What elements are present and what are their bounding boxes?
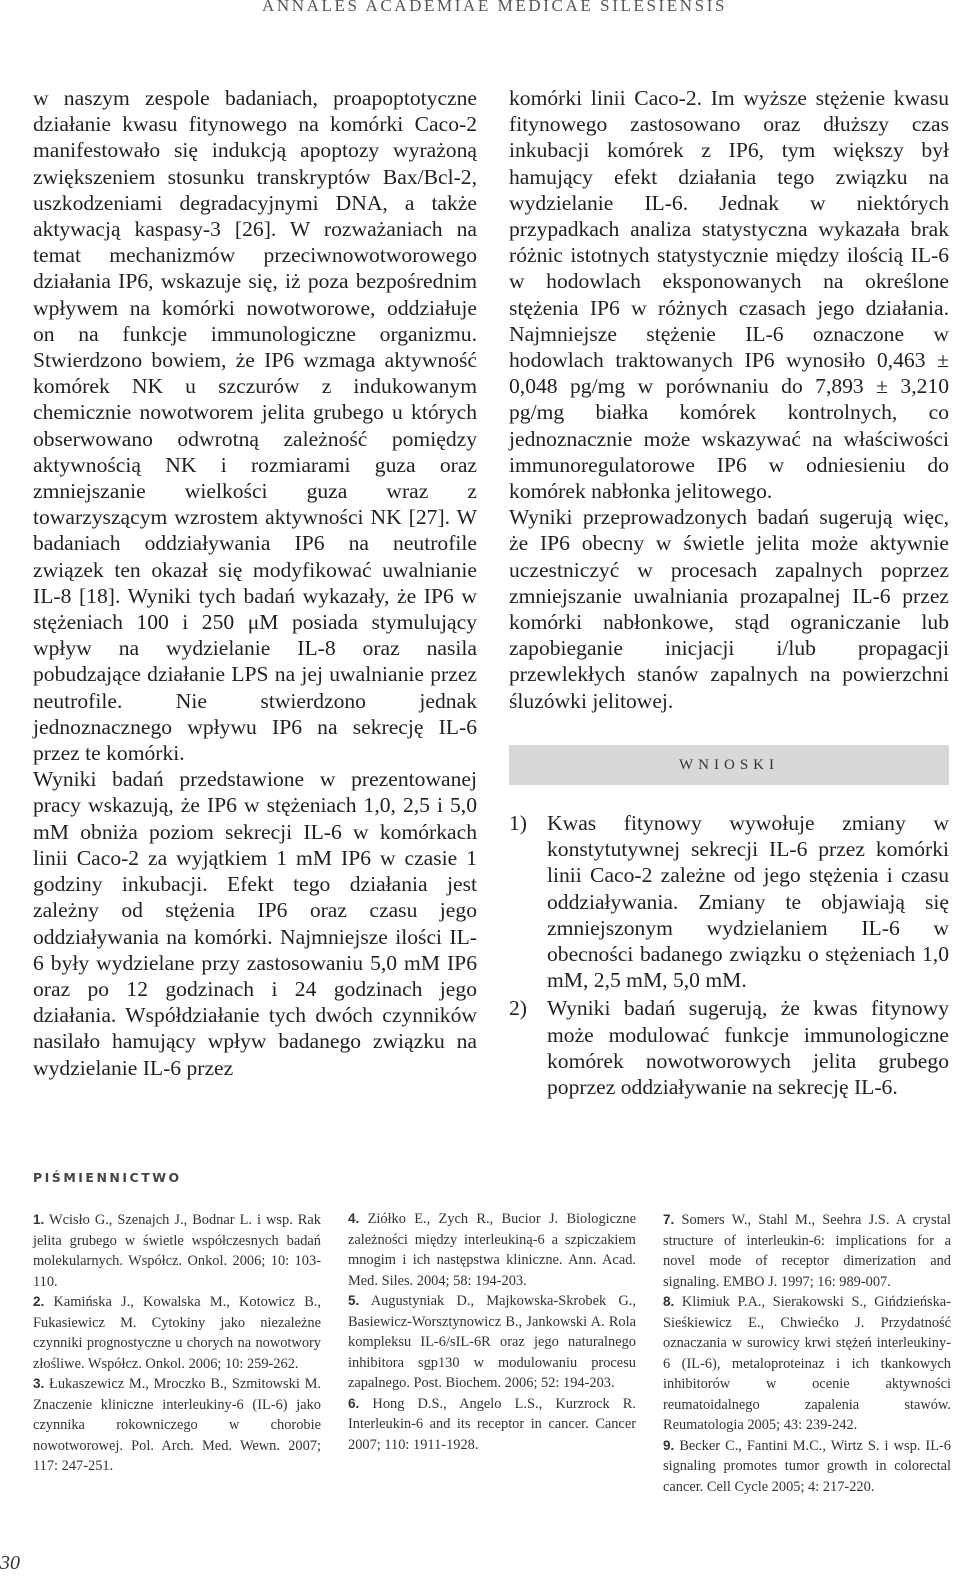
reference-number: 7.	[663, 1212, 675, 1227]
running-head	[0, 0, 960, 24]
conclusion-item	[509, 995, 949, 1100]
reference-item	[663, 1436, 951, 1498]
reference-number: 8.	[663, 1294, 675, 1309]
conclusions-heading-text: WNIOSKI	[679, 756, 779, 773]
right-paragraph-2: Wyniki przeprowadzonych badań sugerują więc, że IP6 obecny w świetle jelita może aktywnie uczestniczyć w procesach zapalnych poprzez zmniejszanie uwalniania prozapalnej IL-6 przez komórki nabłonkowe, stąd ograniczanie lub zapobieganie inicjacji i/lub propagacji przewlekłych stanów zapalnych na powierzchni śluzówki jelitowej.	[509, 505, 949, 713]
reference-number: 4.	[348, 1211, 360, 1226]
references-column-3	[663, 1210, 951, 1497]
conclusion-text: Kwas fitynowy wywołuje zmiany w konstytutywnej sekrecji IL-6 przez komórki linii Caco-2 zależne od jego stężenia i czasu oddziaływania. Zmiany te objawiają się zmniejszonym wydzielaniem IL-6 w obecności badanego związku o stężeniach 1,0 mM, 2,5 mM, 5,0 mM.	[547, 811, 949, 993]
reference-item	[33, 1292, 321, 1374]
reference-item	[348, 1394, 636, 1456]
page-number: 30	[0, 1552, 20, 1574]
journal-title: ANNALES ACADEMIAE MEDICAE SILESIENSIS	[262, 0, 728, 15]
left-paragraph-1: w naszym zespole badaniach, proapoptotyczne działanie kwasu fitynowego na komórki Caco-2 manifestowało się indukcją apoptozy wyrażoną zwiększeniem stosunku transkryptów Bax/Bcl-2, uszkodzeniami degradacyjnymi DNA, a także aktywacją kaspasy-3 [26]. W rozważaniach na temat mechanizmów przeciwnowotworowego działania IP6, wskazuje się, iż poza bezpośrednim wpływem na komórki nowotworowe, oddziałuje on na funkcje immunologiczne organizmu. Stwierdzono bowiem, że IP6 wzmaga aktywność komórek NK u szczurów z indukowanym chemicznie nowotworem jelita grubego u których obserwowano odwrotną zależność pomiędzy aktywnością NK i rozmiarami guza oraz zmniejszanie wielkości guza wraz z towarzyszącym wzrostem aktywności NK [27]. W badaniach oddziaływania IP6 na neutrofile związek ten okazał się modyfikować uwalnianie IL-8 [18]. Wyniki tych badań wykazały, że IP6 w stężeniach 100 i 250 μM posiada stymulujący wpływ na wydzielanie IL-8 oraz nasila pobudzające działanie LPS na jej uwalnianie przez neutrofile. Nie stwierdzono jednak jednoznacznego wpływu IP6 na sekrecję IL-6 przez te komórki.	[33, 86, 477, 766]
reference-item	[663, 1292, 951, 1436]
reference-item	[33, 1374, 321, 1477]
references-column-1	[33, 1210, 321, 1477]
references-column-2	[348, 1209, 636, 1455]
body-column-left	[33, 85, 477, 1081]
reference-text: Ziółko E., Zych R., Bucior J. Biologiczne zależności między interleukiną-6 a szpiczakiem mnogim i ich następstwa kliniczne. Ann. Acad. Med. Siles. 2004; 58: 194-203.	[348, 1211, 636, 1289]
reference-text: Łukaszewicz M., Mroczko B., Szmitowski M. Znaczenie kliniczne interleukiny-6 (IL-6) jako czynnika rokowniczego w chorobie nowotworowej. Pol. Arch. Med. Wewn. 2007; 117: 247-251.	[33, 1376, 321, 1474]
body-column-right	[509, 85, 949, 714]
reference-text: Becker C., Fantini M.C., Wirtz S. i wsp. IL-6 signaling promotes tumor growth in colorectal cancer. Cell Cycle 2005; 4: 217-220.	[663, 1437, 951, 1495]
reference-number: 5.	[348, 1293, 360, 1308]
conclusion-item	[509, 810, 949, 993]
conclusions-heading	[509, 745, 949, 785]
conclusions-list	[509, 810, 949, 1102]
left-paragraph-2: Wyniki badań przedstawione w prezentowanej pracy wskazują, że IP6 w stężeniach 1,0, 2,5 i 5,0 mM obniża poziom sekrecji IL-6 w komórkach linii Caco-2 za wyjątkiem 1 mM IP6 w czasie 1 godziny inkubacji. Efekt tego działania jest zależny od stężenia IP6 oraz czasu jego oddziaływania na komórki. Najmniejsze ilości IL-6 były wydzielane przy zastosowaniu 5,0 mM IP6 oraz po 12 godzinach i 24 godzinach jego działania. Współdziałanie tych dwóch czynników nasilało hamujący wpływ badanego związku na wydzielanie IL-6 przez	[33, 767, 477, 1080]
reference-text: Augustyniak D., Majkowska-Skrobek G., Basiewicz-Worsztynowicz B., Jankowski A. Rola kompleksu IL-6/sIL-6R oraz jego naturalnego inhibitora sgp130 w modulowaniu procesu zapalnego. Post. Biochem. 2006; 52: 194-203.	[348, 1293, 636, 1391]
conclusion-number: 2)	[509, 996, 527, 1021]
reference-number: 1.	[33, 1212, 45, 1227]
reference-item	[33, 1210, 321, 1292]
references-heading: PIŚMIENNICTWO	[33, 1170, 182, 1185]
reference-text: Kamińska J., Kowalska M., Kotowicz B., Fukasiewicz M. Cytokiny jako niezależne czynniki prognostyczne u chorych na nowotwory złośliwe. Współcz. Onkol. 2006; 10: 259-262.	[33, 1294, 321, 1372]
reference-number: 9.	[663, 1437, 675, 1453]
reference-number: 6.	[348, 1395, 360, 1411]
conclusion-text: Wyniki badań sugerują, że kwas fitynowy może modulować funkcje immunologiczne komórek nowotworowych jelita grubego poprzez oddziaływanie na sekrecję IL-6.	[547, 996, 949, 1100]
reference-number: 3.	[33, 1376, 45, 1391]
reference-text: Wcisło G., Szenajch J., Bodnar L. i wsp. Rak jelita grubego w świetle współczesnych badań molekularnych. Współcz. Onkol. 2006; 10: 103-110.	[33, 1212, 321, 1290]
reference-item	[663, 1210, 951, 1292]
reference-item	[348, 1209, 636, 1291]
reference-number: 2.	[33, 1294, 45, 1309]
reference-text: Klimiuk P.A., Sierakowski S., Gińdzieńska-Sieśkiewicz E., Chwiećko J. Przydatność oznaczania w surowicy krwi stężeń interleukiny-6 (IL-6), metaloproteinaz i ich tkankowych inhibitorów w ocenie aktywności reumatoidalnego zapalenia stawów. Reumatologia 2005; 43: 239-242.	[663, 1294, 951, 1433]
reference-text: Somers W., Stahl M., Seehra J.S. A crystal structure of interleukin-6: implications for a novel mode of receptor dimerization and signaling. EMBO J. 1997; 16: 989-007.	[663, 1212, 951, 1290]
right-paragraph-1: komórki linii Caco-2. Im wyższe stężenie kwasu fitynowego zastosowano oraz dłuższy czas inkubacji komórek z IP6, tym większy był hamujący efekt działania tego związku na wydzielanie IL-6. Jednak w niektórych przypadkach analiza statystyczna wykazała brak różnic istotnych statystycznie między ilością IL-6 w hodowlach eksponowanych na określone stężenia IP6 w różnych czasach jego działania. Najmniejsze stężenie IL-6 oznaczone w hodowlach traktowanych IP6 wynosiło 0,463 ± 0,048 pg/mg w porównaniu do 7,893 ± 3,210 pg/mg białka komórek kontrolnych, co jednoznacznie może wskazywać na właściwości immunoregulatorowe IP6 w odniesieniu do komórek nabłonka jelitowego.	[509, 86, 949, 504]
reference-text: Hong D.S., Angelo L.S., Kurzrock R. Interleukin-6 and its receptor in cancer. Cancer 2007; 110: 1911-1928.	[348, 1395, 636, 1453]
reference-item	[348, 1291, 636, 1394]
conclusion-number: 1)	[509, 811, 527, 835]
